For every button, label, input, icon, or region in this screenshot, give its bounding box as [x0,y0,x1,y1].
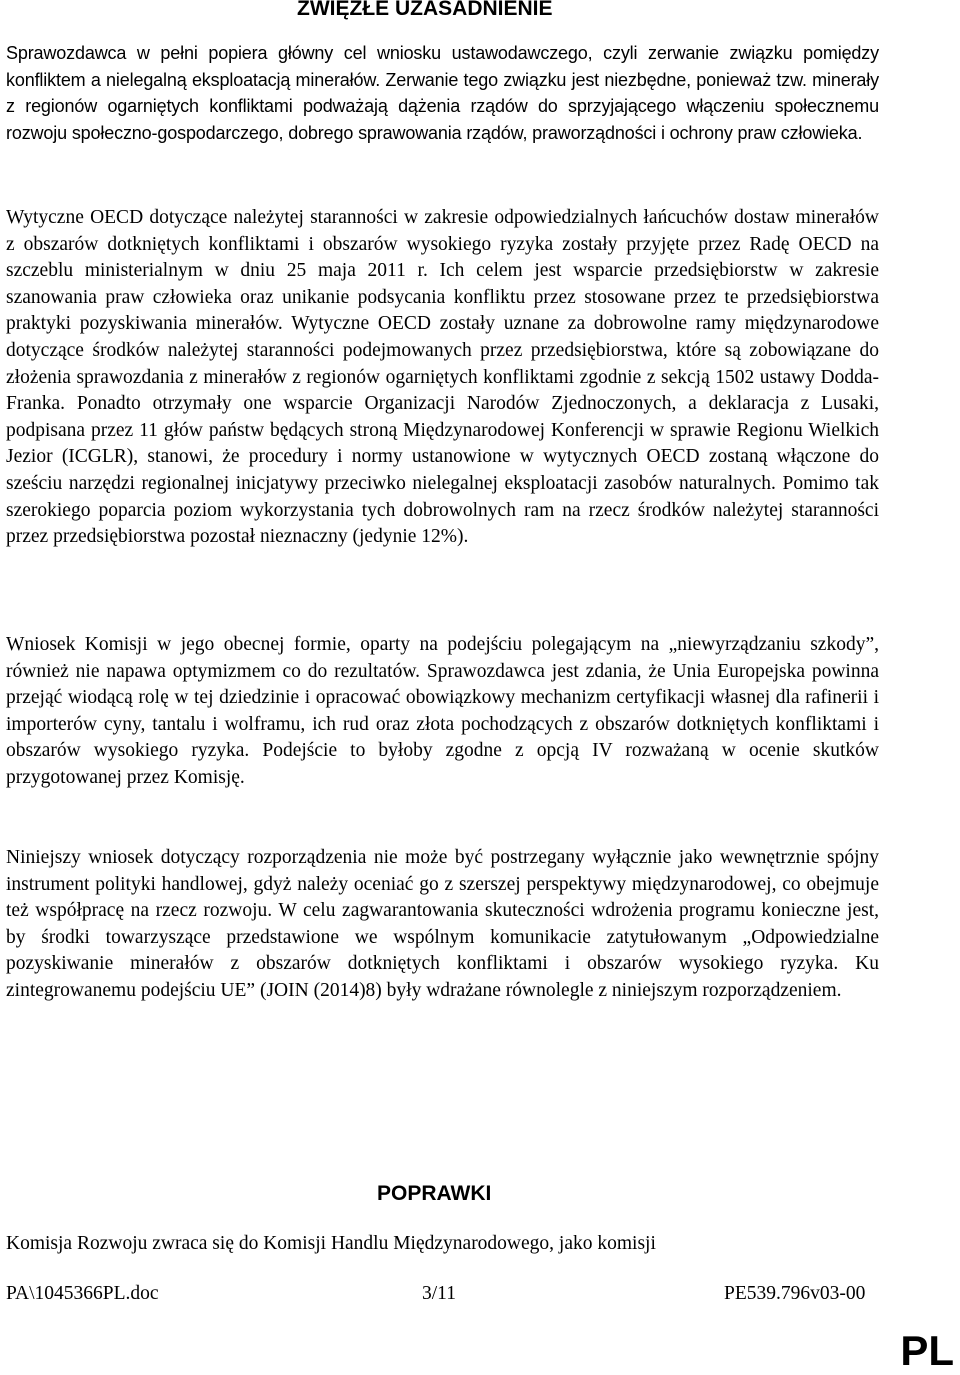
footer-reference: PE539.796v03-00 [724,1283,866,1304]
paragraph-3: Wniosek Komisji w jego obecnej formie, oparty na podejściu polegającym na „niewyrządzaniu szkody”, również nie napawa optymizmem co do rezultatów. Sprawozdawca jest zdania, że Unia Europejska powinna przejąć wiodącą rolę w tej dziedzinie i opracować obowiązkowy mechanizm certyfikacji własnej dla rafinerii i importerów cyny, tantalu i wolframu, ich rud oraz złota pochodzących z obszarów dotkniętych konfliktami i obszarów wysokiego ryzyka. Podejście to byłoby zgodne z opcją IV rozważaną w ocenie skutków przygotowanej przez Komisję. [6,634,879,788]
section-title-justification: ZWIĘZŁE UZASADNIENIE [297,0,553,20]
paragraph-4: Niniejszy wniosek dotyczący rozporządzenia nie może być postrzegany wyłącznie jako wewnętrznie spójny instrument polityki handlowej, gdyż należy oceniać go z szerszej perspektywy międzynarodowej, co obejmuje też współpracę na rzecz rozwoju. W celu zagwarantowania skuteczności wdrożenia programu konieczne jest, by środki towarzyszące przedstawione we wspólnym komunikacie zatytułowanym „Odpowiedzialne pozyskiwanie minerałów z obszarów dotkniętych konfliktami i obszarów wysokiego ryzyka. Ku zintegrowanemu podejściu UE” (JOIN (2014)8) były wdrażane równolegle z niniejszym rozporządzeniem. [6,847,879,1001]
section-title-amendments: POPRAWKI [377,1182,492,1205]
footer-page-number: 3/11 [422,1283,456,1304]
paragraph-1: Sprawozdawca w pełni popiera główny cel wniosku ustawodawczego, czyli zerwanie związku pomiędzy konfliktem a nielegalną eksploatacją minerałów. Zerwanie tego związku jest niezbędne, ponieważ tzw. minerały z regionów ogarniętych konfliktami podważają dążenia rządów do sprzyjającego włączeniu społecznemu rozwoju społeczno-gospodarczego, dobrego sprawowania rządów, praworządności i ochrony praw człowieka. [6,43,879,144]
paragraph-5: Komisja Rozwoju zwraca się do Komisji Handlu Międzynarodowego, jako komisji [6,1233,656,1254]
paragraph-2: Wytyczne OECD dotyczące należytej staranności w zakresie odpowiedzialnych łańcuchów dostaw minerałów z obszarów dotkniętych konfliktami i obszarów wysokiego ryzyka zostały przyjęte przez Radę OECD na szczeblu ministerialnym w dniu 25 maja 2011 r. Ich celem jest wsparcie przedsiębiorstw w zakresie szanowania praw człowieka oraz unikanie podsycania konfliktu przez stosowane przez te przedsiębiorstwa praktyki pozyskiwania minerałów. Wytyczne OECD zostały uznane za dobrowolne ramy międzynarodowe dotyczące środków należytej staranności podejmowanych przez przedsiębiorstwa, które są zobowiązane do złożenia sprawozdania z minerałów z regionów ogarniętych konfliktami zgodnie z sekcją 1502 ustawy Dodda-Franka. Ponadto otrzymały one wsparcie Organizacji Narodów Zjednoczonych, a deklaracja z Lusaki, podpisana przez 11 głów państw będących stroną Międzynarodowej Konferencji w sprawie Regionu Wielkich Jezior (ICGLR), stanowi, że procedury i normy ustanowione w wytycznych OECD zostaną włączone do sześciu narzędzi regionalnej inicjatywy przeciwko nielegalnej eksploatacji zasobów naturalnych. Pomimo tak szerokiego poparcia poziom wykorzystania tych dobrowolnych ram na rzecz środków należytej staranności przez przedsiębiorstwa pozostał nieznaczny (jedynie 12%). [6,207,879,548]
language-code: PL [900,1327,954,1374]
footer-document-name: PA\1045366PL.doc [6,1283,159,1304]
